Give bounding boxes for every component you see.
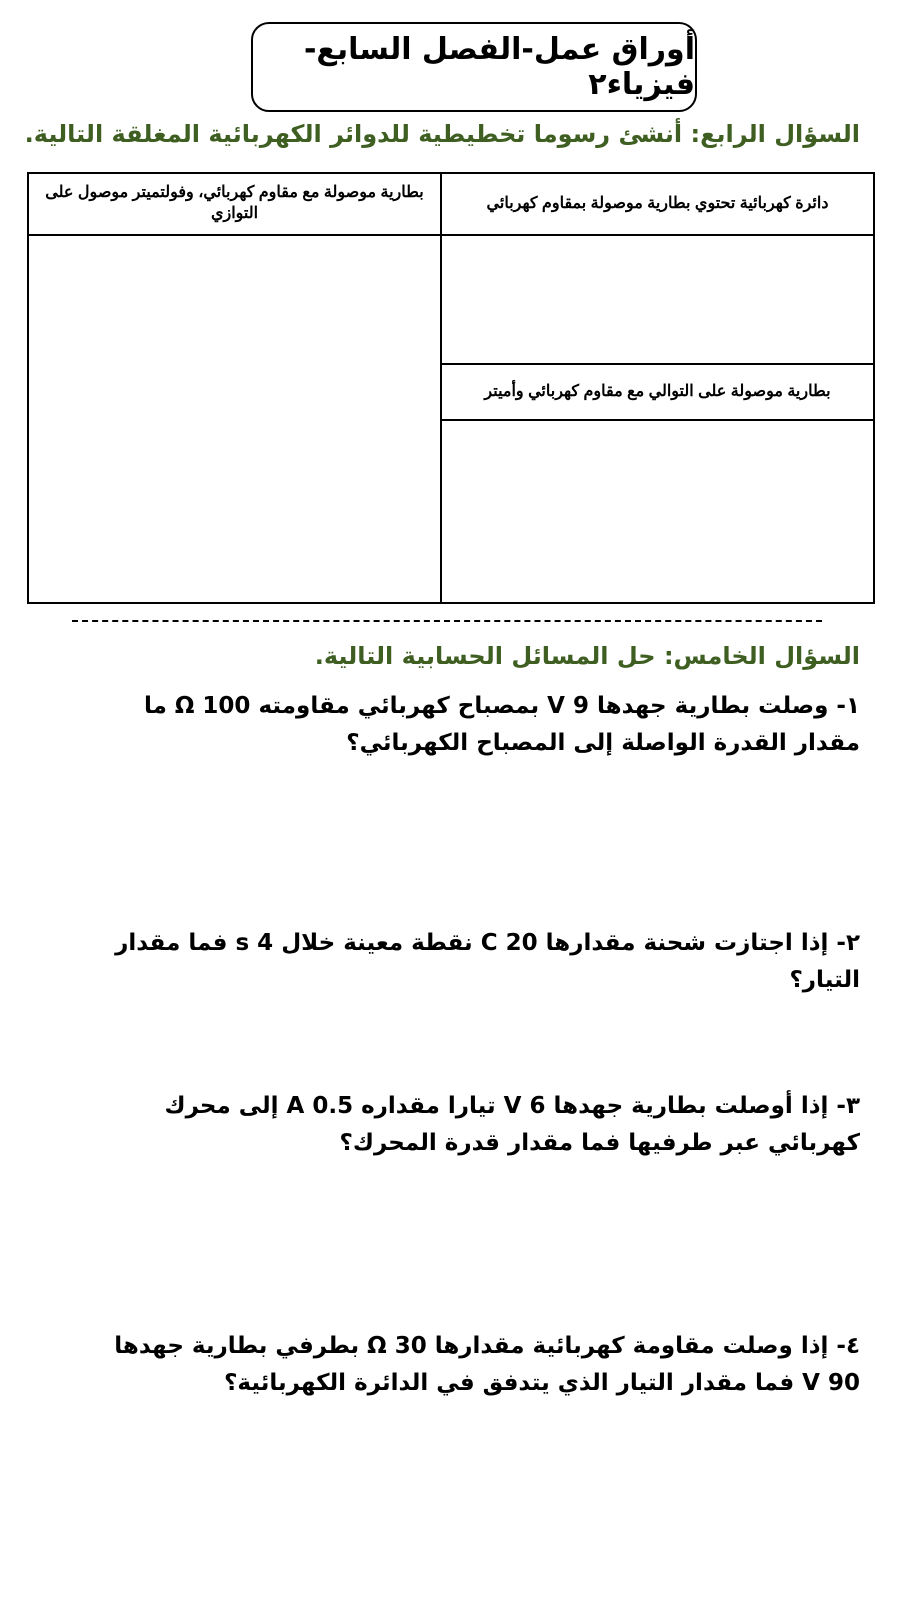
cell-label-basic-circuit: دائرة كهربائية تحتوي بطارية موصولة بمقاوم كهربائي [441,173,874,235]
problem-2: ٢- إذا اجتازت شحنة مقدارها 20 C نقطة معينة خلال 4 s فما مقدار التيار؟ [115,930,860,993]
drawing-area-basic-circuit[interactable] [441,235,874,364]
problem-3: ٣- إذا أوصلت بطارية جهدها 6 V تيارا مقداره 0.5 A إلى محرك كهربائي عبر طرفيها فما مقدار قدرة المحرك؟ [164,1093,860,1156]
section-divider [72,620,822,622]
problem-4: ٤- إذا وصلت مقاومة كهربائية مقدارها 30 Ω بطرفي بطارية جهدها 90 V فما مقدار التيار الذي يتدفق في الدائرة الكهربائية؟ [114,1333,860,1396]
circuit-drawing-table [27,172,875,604]
cell-label-ammeter-circuit: بطارية موصولة على التوالي مع مقاوم كهربائي وأميتر [441,364,874,420]
question-5-heading: السؤال الخامس: حل المسائل الحسابية التالية. [314,642,860,670]
worksheet-title-box [251,22,697,112]
problem-1: ١- وصلت بطارية جهدها 9 V بمصباح كهربائي مقاومته 100 Ω ما مقدار القدرة الواصلة إلى المصباح الكهربائي؟ [143,693,860,756]
drawing-area-voltmeter-circuit[interactable] [28,235,441,603]
worksheet-title: أوراق عمل-الفصل السابع-فيزياء٢ [303,32,695,102]
question-4-heading: السؤال الرابع: أنشئ رسوما تخطيطية للدوائر الكهربائية المغلقة التالية. [24,120,860,148]
drawing-area-ammeter-circuit[interactable] [441,420,874,603]
cell-label-voltmeter-circuit: بطارية موصولة مع مقاوم كهربائي، وفولتميتر موصول على التوازي [28,173,441,235]
